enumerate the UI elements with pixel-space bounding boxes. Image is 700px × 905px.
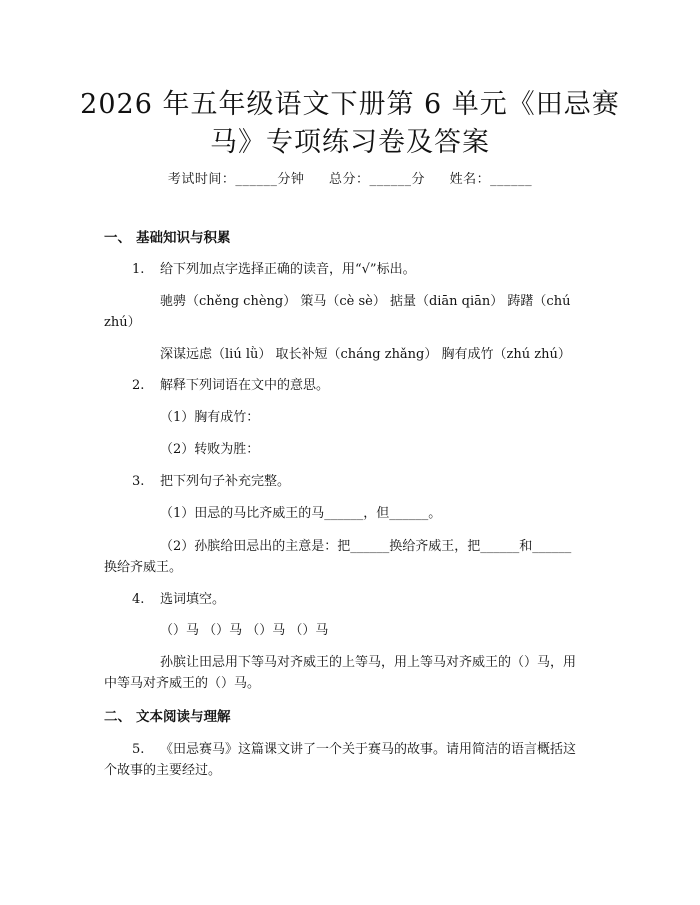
question-text: 解释下列词语在文中的意思。 (160, 378, 330, 393)
section-title: 文本阅读与理解 (136, 709, 231, 725)
question-5 (132, 740, 576, 760)
word-options: （）马 （）马 （）马 （）马 (160, 623, 329, 638)
question-number: 4. (132, 592, 145, 607)
pinyin-row-1-cont: zhú） (104, 315, 141, 330)
section-number: 一、 (104, 230, 131, 246)
question-4 (132, 590, 225, 610)
question-2 (132, 376, 329, 396)
question-number: 3. (132, 474, 145, 489)
question-1 (132, 260, 416, 280)
question-3 (132, 472, 290, 492)
title-line-2: 马》专项练习卷及答案 (210, 127, 490, 158)
question-text: 《田忌赛马》这篇课文讲了一个关于赛马的故事。请用简洁的语言概括这 (160, 742, 577, 757)
fill-blank-item-cont: 换给齐威王。 (104, 560, 183, 575)
question-number: 5. (132, 742, 145, 757)
total-score: 总分：______分 (328, 172, 425, 187)
question-text: 选词填空。 (160, 592, 226, 607)
section-heading-2 (104, 707, 231, 727)
fill-sentence: 孙膑让田忌用下等马对齐威王的上等马，用上等马对齐威王的（）马，用 (160, 655, 577, 670)
exam-time: 考试时间：______分钟 (167, 172, 305, 187)
question-text-cont: 个故事的主要经过。 (104, 763, 222, 778)
exam-meta (0, 168, 700, 187)
page-title (60, 86, 640, 162)
answer-item: （1）胸有成竹： (160, 410, 260, 425)
section-number: 二、 (104, 709, 131, 725)
section-heading-1 (104, 228, 231, 248)
pinyin-row-1: 驰骋（chěng chèng） 策马（cè sè） 掂量（diān qiān） 踌躇（chú (160, 294, 571, 309)
title-line-1: 2026 年五年级语文下册第 6 单元《田忌赛 (80, 89, 620, 120)
pinyin-row-2: 深谋远虑（liú lǜ） 取长补短（cháng zhǎng） 胸有成竹（zhú zhú） (160, 347, 571, 362)
question-number: 2. (132, 378, 145, 393)
question-text: 把下列句子补充完整。 (160, 474, 291, 489)
question-number: 1. (132, 262, 145, 277)
question-text: 给下列加点字选择正确的读音，用“√”标出。 (160, 262, 416, 277)
section-title: 基础知识与积累 (136, 230, 231, 246)
fill-blank-item: （2）孙膑给田忌出的主意是：把______换给齐威王，把______和______ (160, 539, 572, 554)
fill-blank-item: （1）田忌的马比齐威王的马______，但______。 (160, 506, 442, 521)
answer-item: （2）转败为胜： (160, 442, 260, 457)
student-name: 姓名：______ (449, 172, 533, 187)
fill-sentence-cont: 中等马对齐威王的（）马。 (104, 676, 261, 691)
